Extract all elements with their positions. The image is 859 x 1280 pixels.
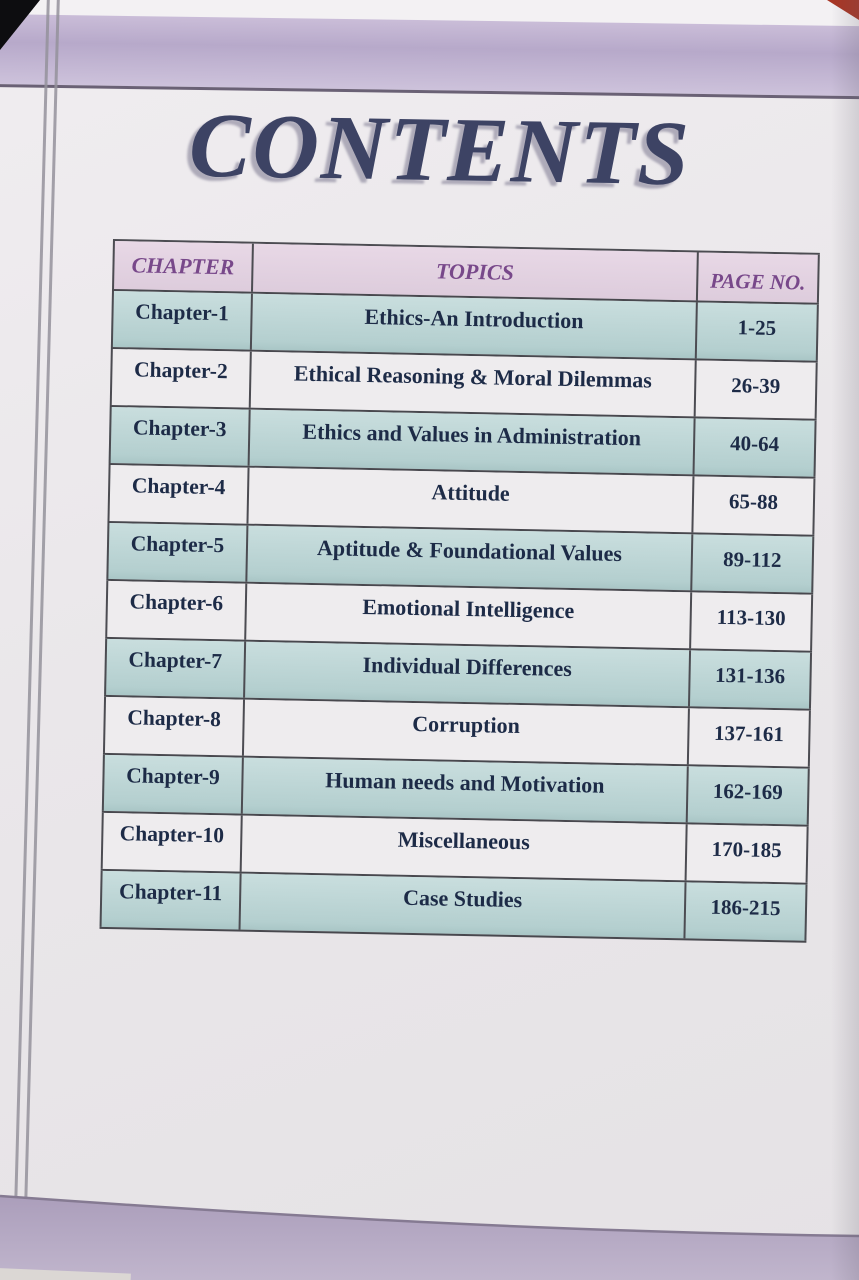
topic-label: Ethics-An Introduction (250, 294, 696, 359)
topic-label: Case Studies (239, 874, 685, 939)
chapter-label: Chapter-2 (110, 349, 250, 408)
chapter-label: Chapter-7 (104, 639, 244, 698)
topic-label: Attitude (246, 468, 692, 533)
page-range: 40-64 (693, 418, 817, 476)
page-title: CONTENTS (188, 93, 692, 205)
page-range: 162-169 (686, 766, 810, 824)
chapter-label: Chapter-4 (107, 465, 247, 524)
header-page-no: PAGE NO. (696, 252, 820, 302)
chapter-label: Chapter-8 (103, 697, 243, 756)
page-range: 170-185 (685, 824, 809, 882)
page-edge-line (12, 0, 50, 1280)
contents-table (100, 239, 820, 943)
chapter-label: Chapter-5 (106, 523, 246, 582)
page-range: 1-25 (695, 302, 819, 360)
topic-label: Emotional Intelligence (244, 584, 690, 649)
table-row (100, 871, 808, 943)
chapter-label: Chapter-3 (109, 407, 249, 466)
chapter-label: Chapter-10 (101, 813, 241, 872)
page-range: 113-130 (689, 592, 813, 650)
page-range: 131-136 (688, 650, 812, 708)
topic-label: Individual Differences (243, 642, 689, 707)
chapter-label: Chapter-1 (111, 291, 251, 350)
topic-label: Ethical Reasoning & Moral Dilemmas (249, 352, 695, 417)
chapter-label: Chapter-9 (102, 755, 242, 814)
topic-label: Miscellaneous (240, 816, 686, 881)
header-topics: TOPICS (251, 244, 697, 301)
topic-label: Ethics and Values in Administration (248, 410, 694, 475)
page-range: 186-215 (683, 882, 807, 940)
page-range: 137-161 (687, 708, 811, 766)
page-range: 65-88 (691, 476, 815, 534)
topic-label: Aptitude & Foundational Values (245, 526, 691, 591)
topic-label: Corruption (242, 700, 688, 765)
page-curve-shadow (831, 0, 859, 1280)
topic-label: Human needs and Motivation (241, 758, 687, 823)
chapter-label: Chapter-11 (100, 871, 240, 930)
header-chapter: CHAPTER (112, 241, 252, 292)
top-decorative-band (0, 14, 859, 100)
page-range: 89-112 (690, 534, 814, 592)
chapter-label: Chapter-6 (105, 581, 245, 640)
page-range: 26-39 (694, 360, 818, 418)
bottom-decorative-band (0, 1132, 859, 1280)
